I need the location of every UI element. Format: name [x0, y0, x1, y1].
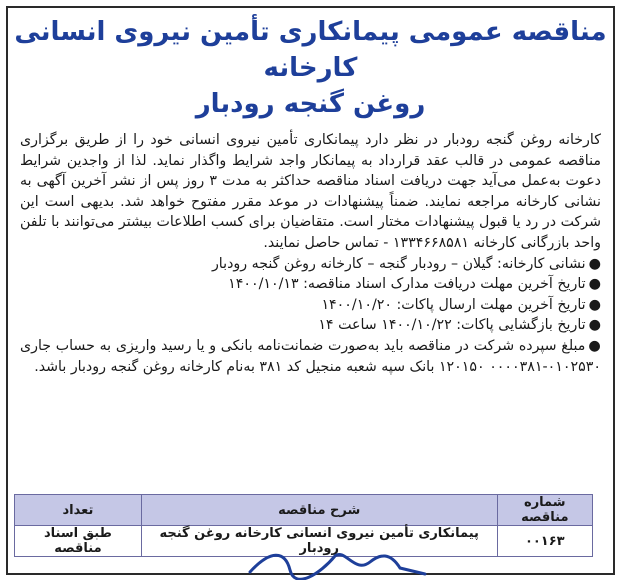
cell-number: ۰۰۱۶۳	[497, 526, 592, 557]
cell-quantity: طبق اسناد مناقصه	[15, 526, 142, 557]
table-header-row	[15, 495, 593, 526]
deposit-item	[20, 336, 601, 377]
bullet-icon: ●	[588, 317, 601, 334]
bullet-icon: ●	[588, 255, 601, 272]
deadline-send-item	[20, 295, 601, 316]
opening-text: تاریخ بازگشایی پاکات: ۱۴۰۰/۱۰/۲۲ ساعت ۱۴	[318, 317, 586, 334]
header-description: شرح مناقصه	[141, 495, 497, 526]
header-number: شماره مناقصه	[497, 495, 592, 526]
deadline-receive-text: تاریخ آخرین مهلت دریافت مدارک اسناد مناقصه: ۱۴۰۰/۱۰/۱۳	[228, 276, 586, 293]
bullet-icon: ●	[588, 296, 601, 313]
address-text: نشانی کارخانه: گیلان – رودبار گنجه – کارخانه روغن گنجه رودبار	[211, 255, 586, 272]
bullet-icon: ●	[588, 276, 601, 293]
title-line-2: روغن گنجه رودبار	[195, 89, 426, 119]
address-item	[20, 254, 601, 275]
notice-frame	[6, 6, 615, 575]
notice-body	[20, 130, 601, 377]
title-line-1: مناقصه عمومی پیمانکاری تأمین نیروی انسانی کارخانه	[14, 17, 607, 83]
cell-description: پیمانکاری تأمین نیروی انسانی کارخانه روغن گنجه رودبار	[141, 526, 497, 557]
deadline-receive-item	[20, 274, 601, 295]
opening-item	[20, 315, 601, 336]
deadline-send-text: تاریخ آخرین مهلت ارسال پاکات: ۱۴۰۰/۱۰/۲۰	[321, 296, 586, 313]
header-quantity: تعداد	[15, 495, 142, 526]
deposit-text: مبلغ سپرده شرکت در مناقصه باید به‌صورت ضمانت‌نامه بانکی و یا رسید واریزی به حساب جاری ۰۱۰۲۵۳۰-۰۰۰۰۳۸۱ ۱۲۰۱۵۰ بانک سپه شعبه منجیل کد ۳۸۱ به‌نام کارخانه روغن گنجه رودبار باشد.	[20, 337, 601, 375]
details-list	[20, 254, 601, 378]
notice-title	[8, 14, 613, 122]
handwritten-mark-icon	[240, 544, 440, 580]
intro-paragraph: کارخانه روغن گنجه رودبار در نظر دارد پیمانکاری تأمین نیروی انسانی خود را از طریق برگزاری مناقصه عمومی در قالب عقد قرارداد به پیمانکار واجد شرایط واگذار نماید. لذا از واجدین شرایط دعوت به‌عمل می‌آید جهت دریافت اسناد مناقصه حداکثر به مدت ۳ روز پس از نشر آخرین آگهی به نشانی کارخانه مراجعه نمایند. ضمناً پیشنهادات در موعد مقرر مفتوح خواهد شد. بدیهی است این شرکت در رد یا قبول پیشنهادات مختار است. متقاضیان برای کسب اطلاعات بیشتر می‌توانند با تلفن واحد بازرگانی کارخانه ۱۳۳۴۶۶۸۵۸۱ - تماس حاصل نمایند.	[20, 132, 601, 251]
bullet-icon: ●	[588, 337, 601, 354]
